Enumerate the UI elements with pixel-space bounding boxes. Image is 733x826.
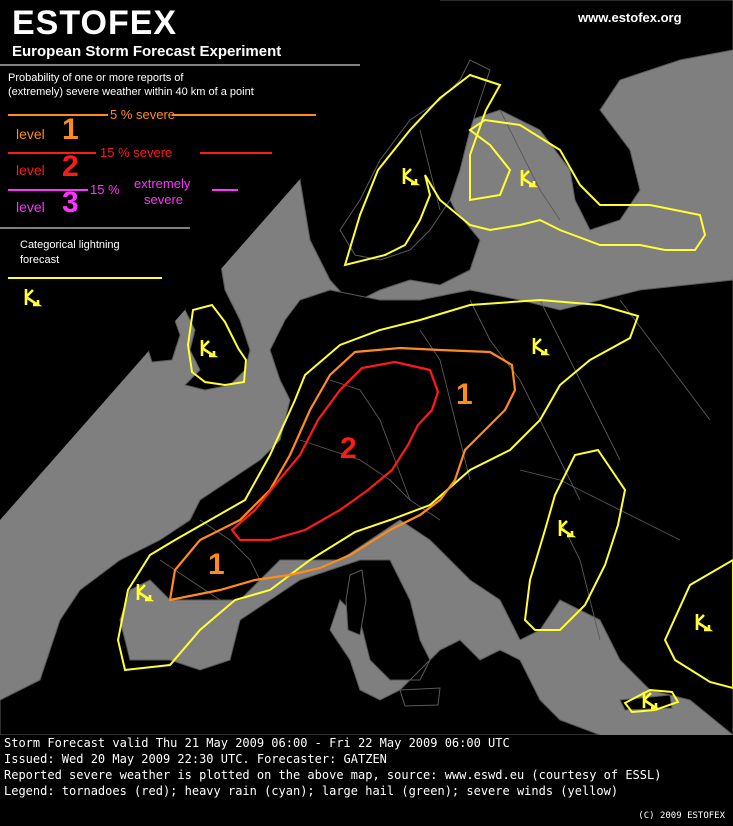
level-3-number: 3 (62, 186, 79, 219)
level-1-number: 1 (62, 113, 79, 146)
probability-description (8, 71, 328, 99)
level-3-desc-line-1: extremely (134, 176, 191, 191)
level-1-description: 5 % severe (110, 107, 176, 122)
area-label-level-1-west: 1 (208, 548, 225, 581)
level-2-number: 2 (62, 150, 79, 183)
footer-legend: Legend: tornadoes (red); heavy rain (cyan); large hail (green); severe winds (yellow) (4, 784, 619, 798)
level-2-word: level (16, 162, 45, 178)
probability-line-1: Probability of one or more reports of (8, 72, 184, 84)
level-1-word: level (16, 126, 45, 142)
level-3-word: level (16, 199, 45, 215)
lightning-legend-line-1: Categorical lightning (20, 239, 120, 251)
level-2-description: 15 % severe (100, 145, 173, 160)
level-3-percent: 15 % (90, 182, 120, 197)
footer-valid: Storm Forecast valid Thu 21 May 2009 06:00 - Fri 22 May 2009 06:00 UTC (4, 736, 510, 750)
footer-copyright: (C) 2009 ESTOFEX (638, 811, 725, 821)
brand-title: ESTOFEX (12, 4, 178, 42)
lightning-legend-line-2: forecast (20, 254, 60, 266)
probability-line-2: (extremely) severe weather within 40 km of a point (8, 86, 254, 98)
lightning-legend-text (20, 238, 120, 268)
footer-issued: Issued: Wed 20 May 2009 22:30 UTC. Forecaster: GATZEN (4, 752, 387, 766)
site-url: www.estofex.org (578, 10, 682, 25)
brand-subtitle: European Storm Forecast Experiment (12, 43, 282, 60)
sicily (400, 688, 440, 706)
level-3-desc-line-2: severe (144, 192, 184, 207)
footer-reported: Reported severe weather is plotted on the above map, source: www.eswd.eu (courtesy of ESSL) (4, 768, 662, 782)
area-label-level-2: 2 (340, 432, 357, 465)
area-label-level-1-east: 1 (456, 378, 473, 411)
footer (0, 735, 733, 826)
